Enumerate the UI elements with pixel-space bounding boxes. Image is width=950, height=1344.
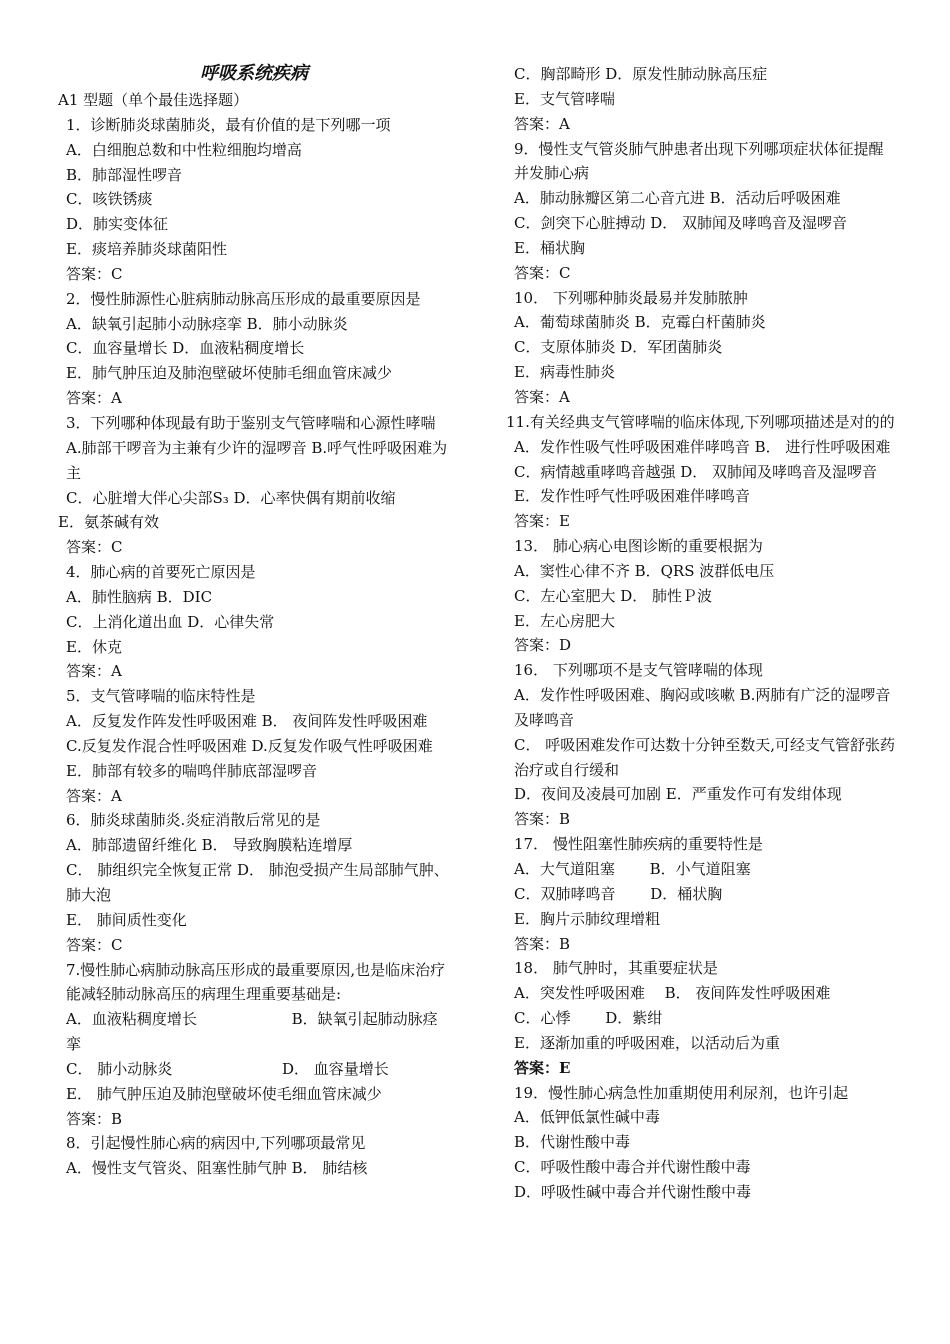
right-line: A．突发性呼吸困难 B． 夜间阵发性呼吸困难 (514, 984, 831, 1003)
left-line: A.肺部干啰音为主兼有少许的湿啰音 B.呼气性呼吸困难为主 (66, 438, 448, 482)
right-line: 答案：E (514, 512, 570, 531)
right-line: A．发作性吸气性呼吸困难伴哮鸣音 B． 进行性呼吸困难 (514, 437, 891, 456)
left-line: B．肺部湿性啰音 (66, 165, 183, 184)
left-line: E．肺气肿压迫及肺泡壁破坏使肺毛细血管床减少 (66, 364, 392, 383)
left-line: 4．肺心病的首要死亡原因是 (66, 563, 256, 582)
left-line: A1 型题（单个最佳选择题） (58, 91, 249, 109)
left-line: 答案：C (66, 264, 123, 283)
left-line: E．氨茶碱有效 (58, 513, 159, 532)
left-line: 3．下列哪种体现最有助于鉴别支气管哮喘和心源性哮喘 (66, 413, 436, 432)
right-line: 答案：A (514, 387, 570, 406)
right-line: E．支气管哮喘 (514, 89, 615, 108)
right-line: 18． 肺气肿时，其重要症状是 (514, 959, 718, 978)
left-line: A．血液粘稠度增长 B．缺氧引起肺动脉痉挛 (66, 1010, 438, 1054)
right-line: B．代谢性酸中毒 (514, 1133, 631, 1152)
left-line: C． 肺组织完全恢复正常 D． 肺泡受损产生局部肺气肿、肺大泡 (66, 861, 449, 904)
left-line: 答案：A (66, 662, 122, 681)
left-line: A．缺氧引起肺小动脉痉挛 B．肺小动脉炎 (66, 314, 348, 333)
right-line: 9．慢性支气管炎肺气肿患者出现下列哪项症状体征提醒并发肺心病 (514, 139, 884, 183)
left-line: 6．肺炎球菌肺炎.炎症消散后常见的是 (66, 811, 321, 830)
left-line: D．肺实变体征 (66, 215, 169, 234)
right-line: A．窦性心律不齐 B．QRS 波群低电压 (514, 561, 775, 580)
left-line: A．肺性脑病 B．DIC (66, 587, 213, 606)
left-line: E． 肺间质性变化 (66, 910, 187, 929)
right-line: 答案：B (514, 934, 571, 953)
left-line: A．白细胞总数和中性粒细胞均增高 (66, 140, 302, 159)
right-line: C．剑突下心脏搏动 D． 双肺闻及哮鸣音及湿啰音 (514, 214, 848, 233)
right-line: E．发作性呼气性呼吸困难伴哮鸣音 (514, 487, 750, 506)
left-line: A．慢性支气管炎、阻塞性肺气肿 B． 肺结核 (66, 1159, 368, 1178)
right-line: C．心悸 D．紫绀 (514, 1009, 663, 1028)
right-line: A．葡萄球菌肺炎 B．克霉白杆菌肺炎 (514, 313, 766, 332)
left-line: E．肺部有较多的喘鸣伴肺底部湿啰音 (66, 761, 317, 780)
right-line: C．支原体肺炎 D．军团菌肺炎 (514, 338, 723, 357)
right-line: E．左心房肥大 (514, 611, 615, 630)
right-line: C．胸部畸形 D．原发性肺动脉高压症 (514, 65, 768, 83)
left-line: 答案：C (66, 538, 123, 557)
left-line: E．痰培养肺炎球菌阳性 (66, 240, 227, 259)
right-line: 答案：B (514, 810, 571, 829)
right-line: E．逐渐加重的呼吸困难，以活动后为重 (514, 1033, 780, 1052)
right-line: 答案：D (514, 636, 572, 655)
left-line: 答案：B (66, 1109, 123, 1128)
right-line: E．病毒性肺炎 (514, 363, 615, 382)
right-line: A．肺动脉瓣区第二心音亢进 B．活动后呼吸困难 (514, 189, 841, 208)
right-line: 11.有关经典支气管哮喘的临床体现,下列哪项描述是对的的 (506, 412, 895, 431)
right-line: C．双肺哮鸣音 D．桶状胸 (514, 884, 723, 903)
left-line: E．休克 (66, 637, 122, 656)
right-line: A．低钾低氯性碱中毒 (514, 1108, 660, 1127)
right-line: 答案：C (514, 263, 571, 282)
page-title: 呼吸系统疾病 (200, 63, 308, 84)
right-line: A．大气道阻塞 B．小气道阻塞 (514, 860, 751, 878)
left-line: 1．诊断肺炎球菌肺炎，最有价值的是下列哪一项 (66, 115, 391, 134)
right-line: 10． 下列哪种肺炎最易并发肺脓肿 (514, 288, 748, 307)
left-line: 2．慢性肺源性心脏病肺动脉高压形成的最重要原因是 (66, 289, 421, 308)
right-line: 13． 肺心病心电图诊断的重要根据为 (514, 537, 763, 556)
left-line: A．反复发作阵发性呼吸困难 B． 夜间阵发性呼吸困难 (66, 712, 428, 731)
left-line: C．咳铁锈痰 (66, 190, 153, 209)
right-line: 答案：A (514, 114, 570, 133)
right-line: 16． 下列哪项不是支气管哮喘的体现 (514, 661, 763, 680)
left-line: C．心脏增大伴心尖部S₃ D．心率快偶有期前收缩 (66, 488, 396, 507)
left-line: 答案：C (66, 935, 123, 954)
left-line: 答案：A (66, 389, 122, 408)
right-line: D．夜间及凌晨可加剧 E．严重发作可有发绀体现 (514, 785, 842, 804)
right-line: A．发作性呼吸困难、胸闷或咳嗽 B.两肺有广泛的湿啰音及哮鸣音 (514, 686, 891, 729)
right-line: E．桶状胸 (514, 238, 585, 257)
left-line: E． 肺气肿压迫及肺泡壁破坏使毛细血管床减少 (66, 1084, 382, 1103)
right-line: C．呼吸性酸中毒合并代谢性酸中毒 (514, 1158, 751, 1177)
right-line: E．胸片示肺纹理增粗 (514, 909, 660, 928)
left-line: 答案：A (66, 786, 122, 805)
left-line: C.反复发作混合性呼吸困难 D.反复发作吸气性呼吸困难 (66, 736, 433, 755)
right-line: D．呼吸性碱中毒合并代谢性酸中毒 (514, 1182, 752, 1201)
left-line: 5．支气管哮喘的临床特性是 (66, 687, 256, 706)
left-column (58, 60, 450, 1181)
left-line: C．血容量增长 D．血液粘稠度增长 (66, 339, 305, 358)
left-line: C． 肺小动脉炎 D． 血容量增长 (66, 1059, 389, 1078)
right-line: C．病情越重哮鸣音越强 D． 双肺闻及哮鸣音及湿啰音 (514, 462, 878, 481)
right-line: 17． 慢性阻塞性肺疾病的重要特性是 (514, 835, 763, 854)
right-line: 答案：E (514, 1058, 571, 1077)
left-line: A．肺部遗留纤维化 B． 导致胸膜粘连增厚 (66, 836, 353, 855)
right-column (506, 62, 896, 1205)
left-line: 7.慢性肺心病肺动脉高压形成的最重要原因,也是临床治疗能减轻肺动脉高压的病理生理重要基础是: (66, 960, 446, 1004)
left-line: C．上消化道出血 D．心律失常 (66, 612, 275, 631)
right-line: C．左心室肥大 D． 肺性Ｐ波 (514, 586, 713, 605)
left-line: 8．引起慢性肺心病的病因中,下列哪项最常见 (66, 1134, 366, 1153)
right-line: 19．慢性肺心病急性加重期使用利尿剂，也许引起 (514, 1083, 849, 1102)
right-line: C． 呼吸困难发作可达数十分钟至数天,可经支气管舒张药治疗或自行缓和 (514, 735, 896, 779)
